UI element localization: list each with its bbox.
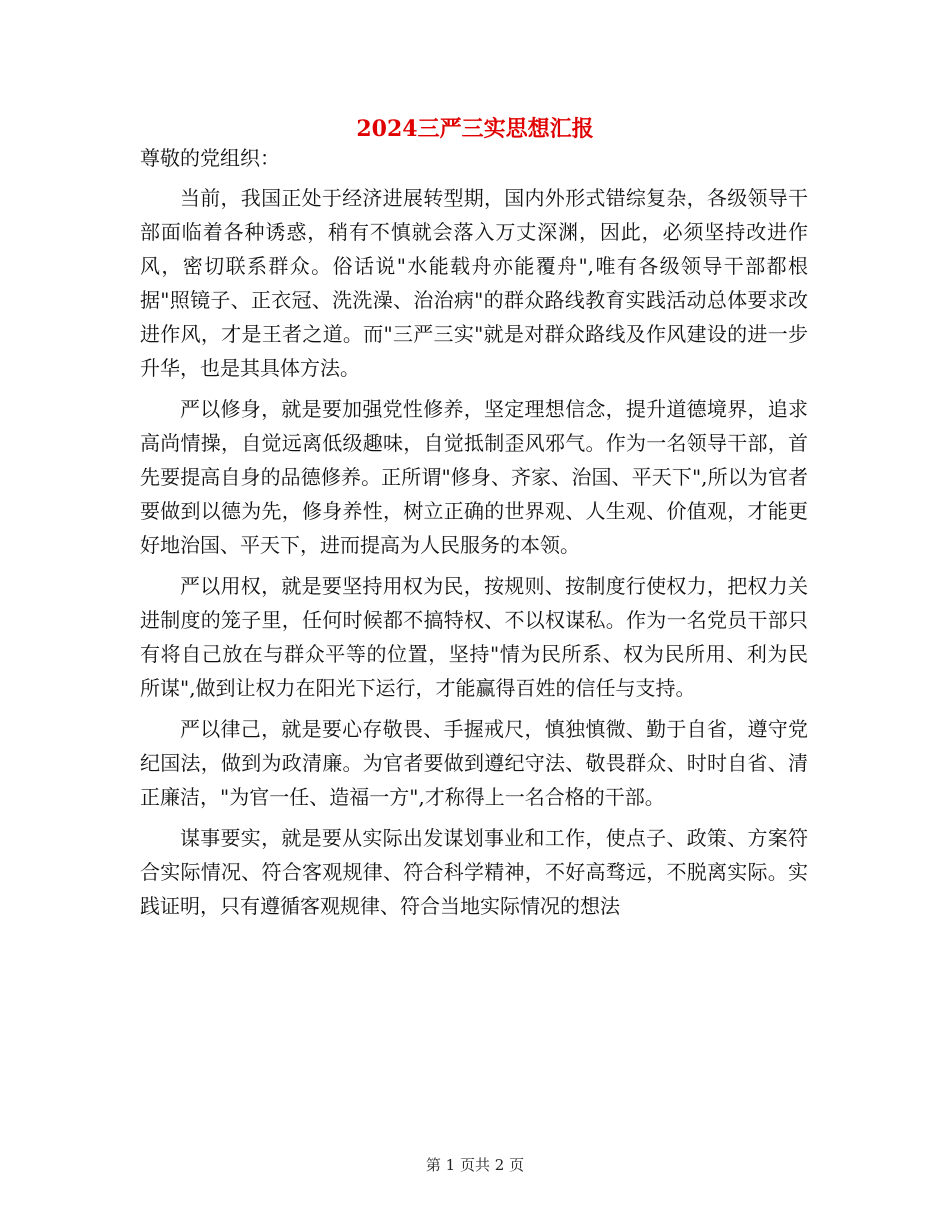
document-body [140, 141, 808, 923]
paragraph-4: 严以律己，就是要心存敬畏、手握戒尺，慎独慎微、勤于自省，遵守党纪国法，做到为政清廉。为官者要做到遵纪守法、敬畏群众、时时自省、清正廉洁，"为官一任、造福一方",才称得上一名合格的干部。 [140, 717, 808, 809]
document-title: 2024三严三实思想汇报 [356, 116, 594, 142]
paragraph-5: 谋事要实，就是要从实际出发谋划事业和工作，使点子、政策、方案符合实际情况、符合客观规律、符合科学精神，不好高骛远，不脱离实际。实践证明，只有遵循客观规律、符合当地实际情况的想法 [140, 826, 808, 918]
paragraph-3: 严以用权，就是要坚持用权为民，按规则、按制度行使权力，把权力关进制度的笼子里，任何时候都不搞特权、不以权谋私。作为一名党员干部只有将自己放在与群众平等的位置，坚持"情为民所系、权为民所用、利为民所谋",做到让权力在阳光下运行，才能赢得百姓的信任与支持。 [140, 574, 808, 700]
salutation: 尊敬的党组织： [140, 146, 280, 170]
paragraph-1: 当前，我国正处于经济进展转型期，国内外形式错综复杂，各级领导干部面临着各种诱惑，稍有不慎就会落入万丈深渊，因此，必须坚持改进作风，密切联系群众。俗话说"水能载舟亦能覆舟",唯有各级领导干部都根据"照镜子、正衣冠、洗洗澡、治治病"的群众路线教育实践活动总体要求改进作风，才是王者之道。而"三严三实"就是对群众路线及作风建设的进一步升华，也是其具体方法。 [140, 186, 808, 380]
page-footer: 第 1 页共 2 页 [425, 1156, 525, 1174]
paragraph-2: 严以修身，就是要加强党性修养，坚定理想信念，提升道德境界，追求高尚情操，自觉远离低级趣味，自觉抵制歪风邪气。作为一名领导干部，首先要提高自身的品德修养。正所谓"修身、齐家、治国、平天下",所以为官者要做到以德为先，修身养性，树立正确的世界观、人生观、价值观，才能更好地治国、平天下，进而提高为人民服务的本领。 [140, 397, 808, 557]
